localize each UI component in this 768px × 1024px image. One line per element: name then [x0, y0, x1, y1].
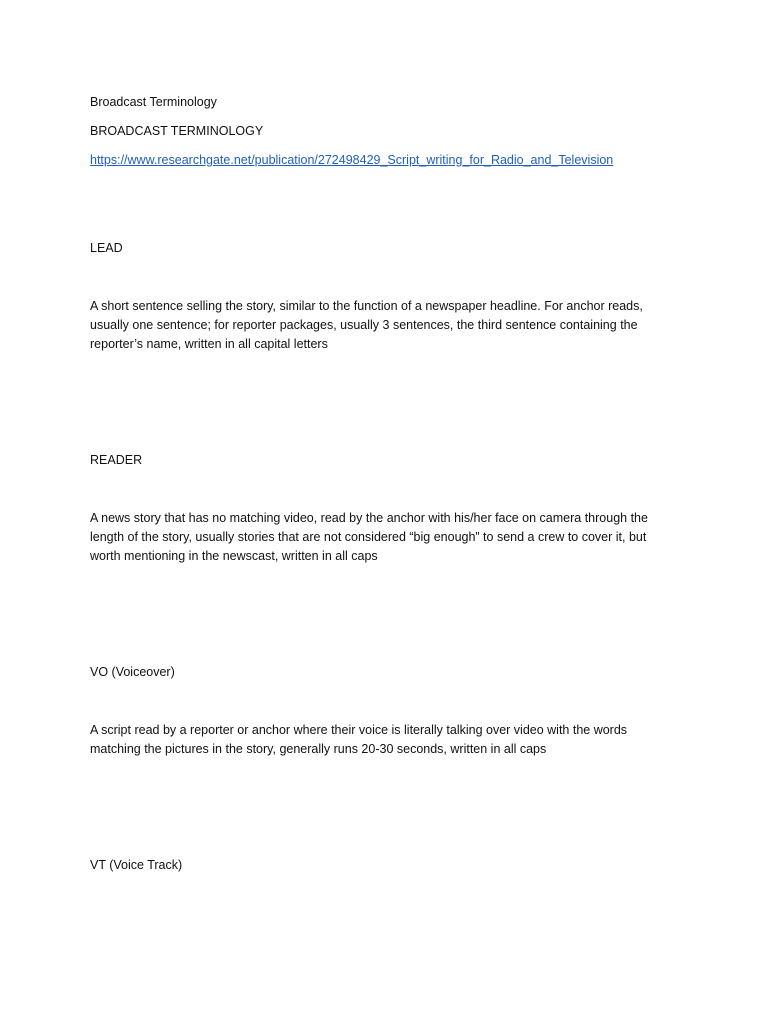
document-title: Broadcast Terminology [90, 95, 217, 109]
section-body-line: usually one sentence; for reporter packages, usually 3 sentences, the third sentence containing the [90, 318, 638, 332]
reference-link[interactable]: https://www.researchgate.net/publication/272498429_Script_writing_for_Radio_and_Television [90, 153, 614, 167]
section-heading-reader: READER [90, 453, 143, 467]
section-body-line: reporter’s name, written in all capital letters [90, 337, 328, 351]
section-body-line: matching the pictures in the story, generally runs 20-30 seconds, written in all caps [90, 742, 547, 756]
section-body-line: length of the story, usually stories that are not considered “big enough” to send a crew to cover it, but [90, 530, 647, 544]
section-body-line: A short sentence selling the story, similar to the function of a newspaper headline. For anchor reads, [90, 299, 643, 313]
section-heading-voice-track: VT (Voice Track) [90, 858, 183, 872]
section-heading-voiceover: VO (Voiceover) [90, 665, 175, 679]
document-title-caps: BROADCAST TERMINOLOGY [90, 124, 264, 138]
section-heading-lead: LEAD [90, 241, 123, 255]
section-body-line: worth mentioning in the newscast, written in all caps [90, 549, 378, 563]
section-body-line: A script read by a reporter or anchor where their voice is literally talking over video with the words [90, 723, 628, 737]
section-body-line: A news story that has no matching video, read by the anchor with his/her face on camera through the [90, 511, 648, 525]
